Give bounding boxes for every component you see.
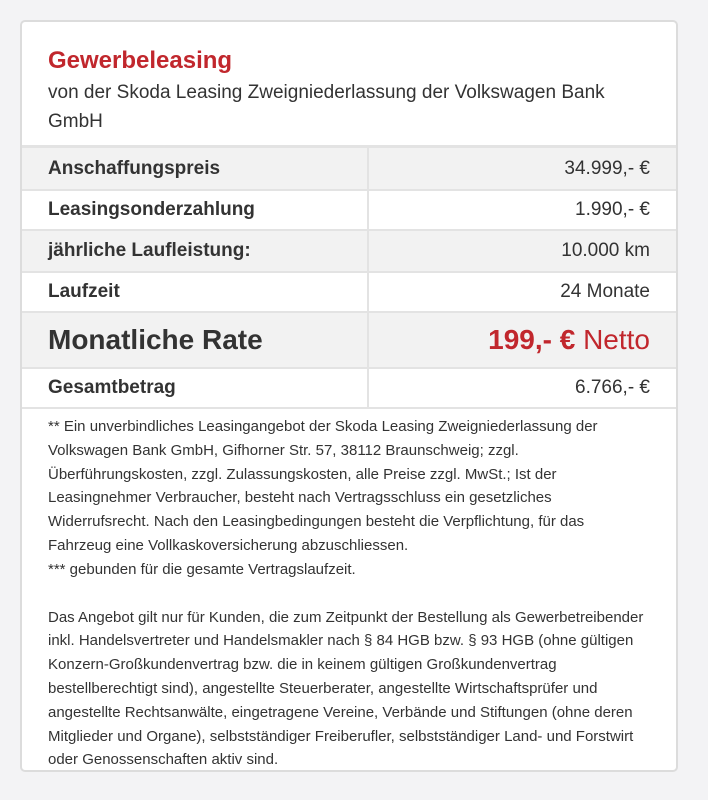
total-value: 6.766,- €: [368, 368, 676, 408]
row-label: Anschaffungspreis: [22, 148, 368, 190]
row-label: jährliche Laufleistung:: [22, 230, 368, 272]
card-header: [22, 22, 676, 148]
monthly-rate-amount: 199,- €: [488, 324, 576, 355]
footnote-binding: *** gebunden für die gesamte Vertragslaufzeit.: [48, 560, 356, 578]
table-row-laufzeit: [22, 272, 676, 312]
card-subtitle: von der Skoda Leasing Zweigniederlassung der Volkswagen Bank GmbH: [48, 82, 605, 132]
row-label: Leasingsonderzahlung: [22, 190, 368, 230]
table-row-monatliche-rate: [22, 312, 676, 368]
row-value: 24 Monate: [368, 272, 676, 312]
leasing-card: [20, 20, 678, 772]
table-row-anschaffungspreis: [22, 148, 676, 190]
row-value: 1.990,- €: [368, 190, 676, 230]
monthly-rate-label: Monatliche Rate: [22, 312, 368, 368]
monthly-rate-suffix: Netto: [575, 324, 650, 355]
table-row-leasingsonderzahlung: [22, 190, 676, 230]
card-title: Gewerbeleasing: [48, 47, 233, 74]
total-label: Gesamtbetrag: [22, 368, 368, 408]
footnote: [22, 409, 676, 772]
table-row-laufleistung: [22, 230, 676, 272]
footnote-eligibility: Das Angebot gilt nur für Kunden, die zum Zeitpunkt der Bestellung als Gewerbetreibender inkl. Handelsvertreter und Handelsmakler nach § 84 HGB bzw. § 93 HGB (ohne gültigen Konzern-Großkundenvertrag bzw. die in keinem gültigen Großkundenvertrag bestellberechtigt sind), angestellte Steuerberater, angestellte Wirtschaftsprüfer und angestellte Rechtsanwälte, eingetragene Vereine, Verbände und Stiftungen (ohne deren Mitglieder und Organe), selbstständiger Freiberufler, selbstständiger Land- und Forstwirt oder Genossenschaften aktiv sind.: [48, 608, 644, 769]
table-row-gesamtbetrag: [22, 368, 676, 408]
leasing-table: [22, 148, 676, 409]
row-value: 10.000 km: [368, 230, 676, 272]
footnote-disclaimer: ** Ein unverbindliches Leasingangebot der Skoda Leasing Zweigniederlassung der Volkswagen Bank GmbH, Gifhorner Str. 57, 38112 Braunschweig; zzgl. Überführungskosten, zzgl. Zulassungskosten, alle Preise zzgl. MwSt.; Ist der Leasingnehmer Verbraucher, besteht nach Vertragsschluss ein gesetzliches Widerrufsrecht. Nach den Leasingbedingungen besteht die Verpflichtung, für das Fahrzeug eine Vollkaskoversicherung abzuschliessen.: [48, 418, 598, 554]
footnote-spacer: [48, 582, 650, 606]
monthly-rate-value: [368, 312, 676, 368]
row-label: Laufzeit: [22, 272, 368, 312]
row-value: 34.999,- €: [368, 148, 676, 190]
